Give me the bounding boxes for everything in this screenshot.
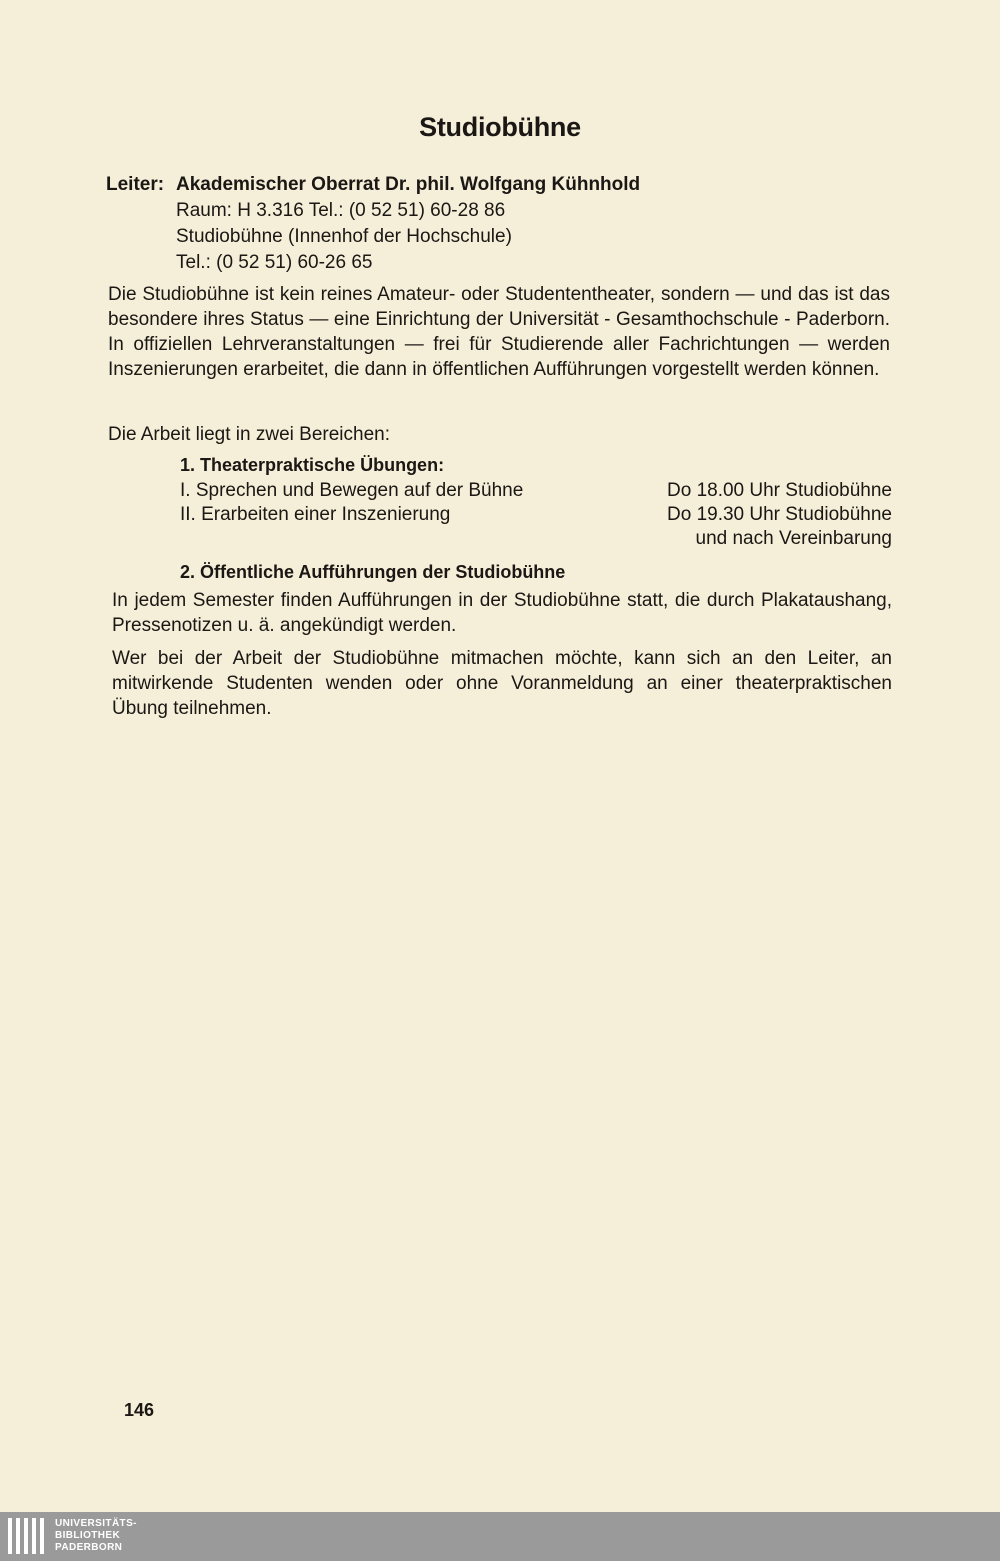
- section1-heading: 1. Theaterpraktische Übungen:: [180, 455, 445, 475]
- library-name: [55, 1518, 137, 1554]
- section1-item-1-time: Do 18.00 Uhr Studiobühne: [667, 480, 892, 501]
- leiter-name: Akademischer Oberrat Dr. phil. Wolfgang Kühnhold: [176, 174, 641, 195]
- areas-intro: Die Arbeit liegt in zwei Bereichen:: [108, 424, 390, 445]
- page-title: Studiobühne: [419, 112, 581, 142]
- section1-item-1-label: I. Sprechen und Bewegen auf der Bühne: [180, 480, 524, 501]
- leiter-block: [106, 172, 640, 276]
- page-number: 146: [124, 1400, 155, 1420]
- library-name-line2: BIBLIOTHEK: [55, 1530, 121, 1541]
- library-name-line1: UNIVERSITÄTS-: [55, 1518, 137, 1529]
- leiter-room: Raum: H 3.316 Tel.: (0 52 51) 60-28 86: [176, 200, 506, 221]
- section1-item-2-label: II. Erarbeiten einer Inszenierung: [180, 504, 451, 525]
- section2-text-2: Wer bei der Arbeit der Studiobühne mitmachen möchte, kann sich an den Leiter, an mitwirkende Studenten wenden oder ohne Voranmeldung an einer theaterpraktischen Übung teilnehmen.: [112, 648, 892, 719]
- section1-note: und nach Vereinbarung: [695, 528, 892, 549]
- leiter-location: Studiobühne (Innenhof der Hochschule): [176, 226, 512, 247]
- leiter-label: Leiter:: [106, 174, 165, 195]
- section2-heading: 2. Öffentliche Aufführungen der Studiobühne: [180, 562, 566, 582]
- leiter-phone: Tel.: (0 52 51) 60-26 65: [176, 252, 373, 273]
- section2-text-1: In jedem Semester finden Aufführungen in der Studiobühne statt, die durch Plakataushang, Pressenotizen u. ä. angekündigt werden.: [112, 590, 892, 636]
- intro-paragraph: Die Studiobühne ist kein reines Amateur- oder Studententheater, sondern — und das ist das besondere ihres Status — eine Einrichtung der Universität - Gesamthochschule - Paderborn. In offiziellen Lehrveranstaltungen — frei für Studierende aller Fachrichtungen — werden Inszenierungen erarbeitet, die dann in öffentlichen Aufführungen vorgestellt werden können.: [108, 284, 890, 380]
- section1-item-2-time: Do 19.30 Uhr Studiobühne: [667, 504, 892, 525]
- library-footer: [0, 1512, 1000, 1561]
- library-name-line3: PADERBORN: [55, 1542, 123, 1553]
- library-logo-icon: [8, 1518, 48, 1554]
